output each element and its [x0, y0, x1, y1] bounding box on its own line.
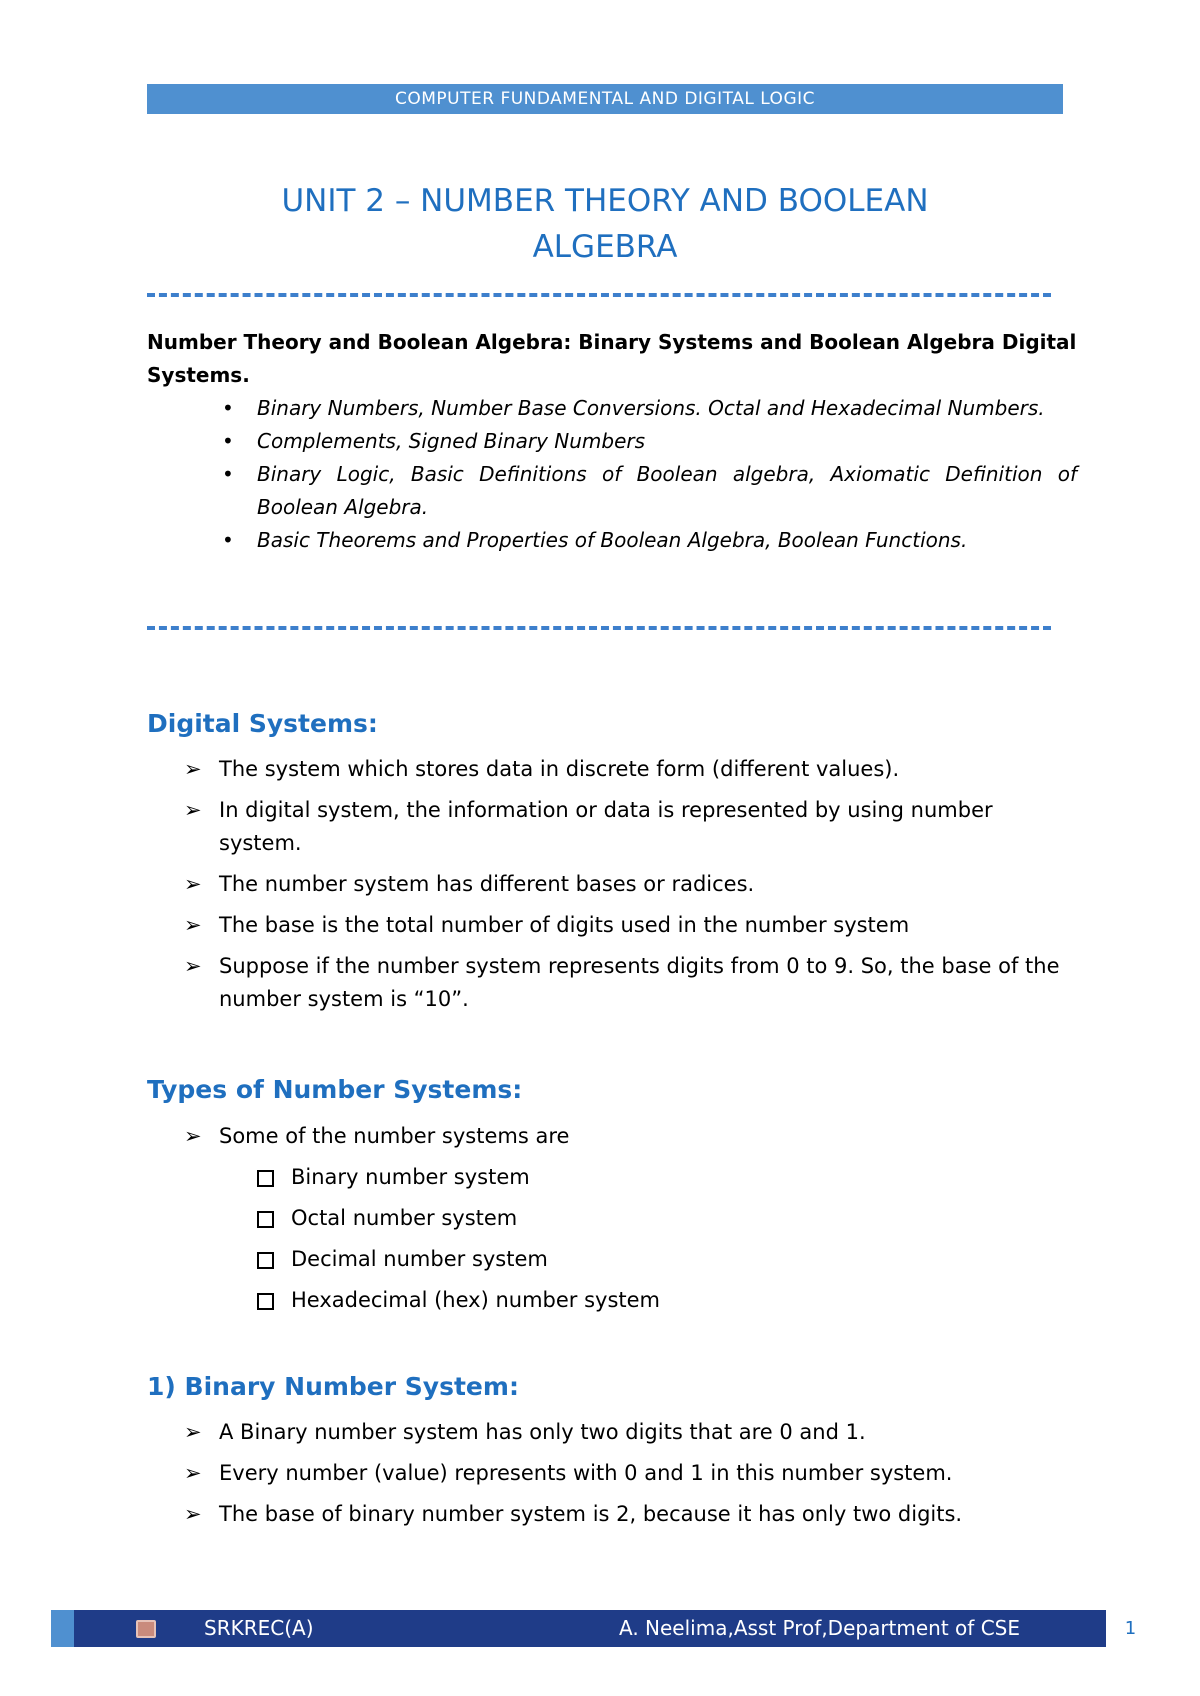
syllabus-topic: • Binary Numbers, Number Base Conversions. Octal and Hexadecimal Numbers.: [147, 392, 1077, 425]
arrow-bullet-icon: ➢: [184, 1124, 202, 1148]
list-item: Octal number system: [219, 1202, 1077, 1235]
syllabus-topic: • Binary Logic, Basic Definitions of Boolean algebra, Axiomatic Definition of Boolean Algebra.: [147, 458, 1077, 524]
arrow-bullet-icon: ➢: [184, 798, 202, 822]
section-heading-binary: 1) Binary Number System:: [147, 1372, 519, 1401]
arrow-bullet-icon: ➢: [184, 872, 202, 896]
title-line-1: UNIT 2 – NUMBER THEORY AND BOOLEAN: [281, 183, 929, 219]
page-title: [147, 178, 1063, 270]
list-item: [147, 1161, 1077, 1317]
box-bullet-list: [147, 1161, 1077, 1317]
list-item: Binary number system: [219, 1161, 1077, 1194]
arrow-bullet-icon: ➢: [184, 954, 202, 978]
types-list: [147, 1120, 1077, 1161]
number-system-types-list: [147, 1161, 1077, 1325]
footer-accent: [51, 1610, 74, 1647]
list-item: ➢ The base is the total number of digits used in the number system: [147, 909, 1077, 942]
square-bullet-icon: [257, 1252, 274, 1269]
square-bullet-icon: [257, 1170, 274, 1187]
list-item: ➢ Some of the number systems are: [147, 1120, 1077, 1153]
digital-systems-list: [147, 753, 1077, 1024]
syllabus-topic-list: [147, 392, 1077, 557]
syllabus-intro: [147, 326, 1077, 392]
dashed-divider: [147, 293, 1051, 297]
footer-author: A. Neelima,Asst Prof,Department of CSE: [619, 1616, 1020, 1640]
footer-institution: SRKREC(A): [204, 1616, 314, 1640]
square-bullet-icon: [257, 1211, 274, 1228]
syllabus-topic: • Complements, Signed Binary Numbers: [147, 425, 1077, 458]
list-item: ➢ In digital system, the information or data is represented by using number system.: [147, 794, 1077, 860]
footer-main: [74, 1610, 1134, 1647]
list-item: ➢ The number system has different bases or radices.: [147, 868, 1077, 901]
binary-list: [147, 1416, 1077, 1539]
list-item: Hexadecimal (hex) number system: [219, 1284, 1077, 1317]
arrow-bullet-icon: ➢: [184, 757, 202, 781]
list-item: ➢ A Binary number system has only two digits that are 0 and 1.: [147, 1416, 1077, 1449]
square-bullet-icon: [257, 1293, 274, 1310]
syllabus-topic: • Basic Theorems and Properties of Boolean Algebra, Boolean Functions.: [147, 524, 1077, 557]
page-number: 1: [1106, 1610, 1155, 1647]
arrow-bullet-icon: ➢: [184, 1461, 202, 1485]
syllabus-intro-text: Number Theory and Boolean Algebra: Binary Systems and Boolean Algebra Digital Systems.: [147, 330, 1077, 387]
dashed-divider: [147, 626, 1051, 630]
arrow-bullet-icon: ➢: [184, 1420, 202, 1444]
list-item: ➢ Every number (value) represents with 0 and 1 in this number system.: [147, 1457, 1077, 1490]
arrow-bullet-icon: ➢: [184, 1502, 202, 1526]
college-logo-icon: [136, 1620, 156, 1638]
arrow-bullet-icon: ➢: [184, 913, 202, 937]
title-line-2: ALGEBRA: [532, 229, 678, 265]
list-item: ➢ The system which stores data in discrete form (different values).: [147, 753, 1077, 786]
list-item: Decimal number system: [219, 1243, 1077, 1276]
footer-bar: [51, 1610, 1155, 1647]
section-heading-digital-systems: Digital Systems:: [147, 709, 378, 738]
section-heading-types: Types of Number Systems:: [147, 1075, 523, 1104]
list-item: ➢ Suppose if the number system represents digits from 0 to 9. So, the base of the number system is “10”.: [147, 950, 1077, 1016]
header-band: COMPUTER FUNDAMENTAL AND DIGITAL LOGIC: [147, 84, 1063, 114]
list-item: ➢ The base of binary number system is 2, because it has only two digits.: [147, 1498, 1077, 1531]
